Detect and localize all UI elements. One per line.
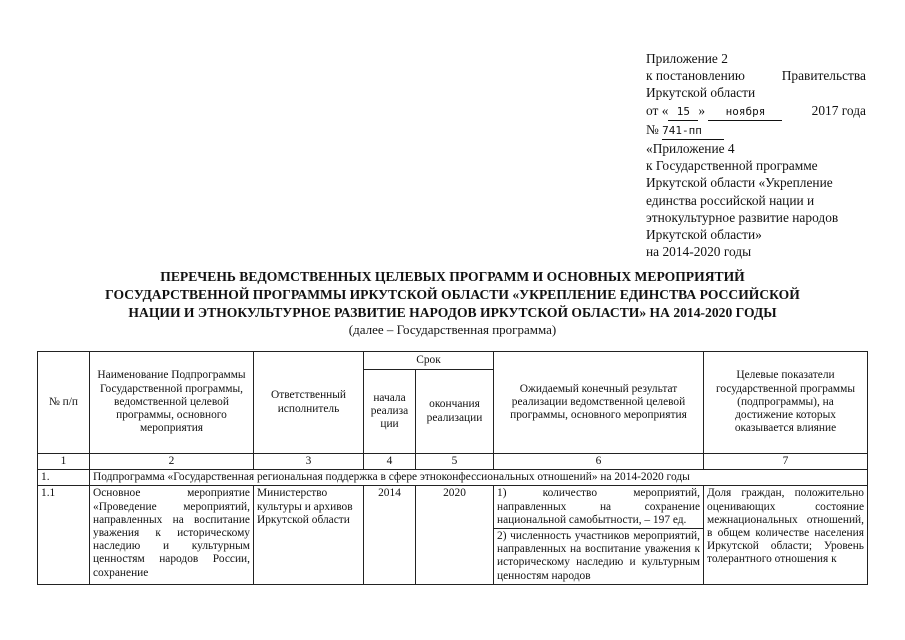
annex-line: «Приложение 4: [646, 141, 735, 157]
title-line-3: НАЦИИ И ЭТНОКУЛЬТУРНОЕ РАЗВИТИЕ НАРОДОВ ИРКУТСКОЙ ОБЛАСТИ» НА 2014-2020 ГОДЫ: [128, 305, 777, 320]
date-day: 15: [668, 103, 698, 121]
document-title: [30, 268, 875, 322]
row-results: [494, 486, 704, 584]
annex-number-line: [646, 121, 866, 140]
row-executor: Министерство культуры и архивов Иркутской области: [254, 486, 364, 584]
row-end: 2020: [416, 486, 494, 584]
annex-resolution-line: [646, 67, 866, 84]
number-prefix: №: [646, 121, 659, 137]
table-row: [38, 486, 868, 584]
date-mid: »: [698, 102, 706, 118]
header-end: окончания реализации: [416, 370, 494, 454]
annex-resolution-right: Правительства: [781, 68, 866, 84]
header-result: Ожидаемый конечный результат реализации ведомственной целевой программы, основного мероприятия: [494, 352, 704, 454]
header-row: [38, 352, 868, 370]
subprogram-row: [38, 470, 868, 486]
col-number: 4: [364, 454, 416, 470]
header-term: Срок: [364, 352, 494, 370]
subprogram-title: Подпрограмма «Государственная региональная поддержка в сфере этноконфессиональных отношений» на 2014-2020 годы: [90, 470, 868, 486]
header-name: Наименование Подпрограммы Государственной программы, ведомственной целевой программы, основного мероприятия: [90, 352, 254, 454]
annex-block: [646, 50, 866, 260]
title-line-2: ГОСУДАРСТВЕННОЙ ПРОГРАММЫ ИРКУТСКОЙ ОБЛАСТИ «УКРЕПЛЕНИЕ ЕДИНСТВА РОССИЙСКОЙ: [105, 287, 800, 302]
col-number: 6: [494, 454, 704, 470]
row-name: Основное мероприятие «Проведение мероприятий, направленных на воспитание уважения к историческому наследию и культурным ценностям народов России, сохранение: [90, 486, 254, 584]
header-start: начала реализа ции: [364, 370, 416, 454]
header-num: № п/п: [38, 352, 90, 454]
annex-resolution-left: к постановлению: [646, 68, 745, 84]
annex-line: единства российской нации и: [646, 192, 815, 208]
date-year: 2017 года: [811, 102, 866, 118]
date-prefix: от «: [646, 102, 669, 118]
number-value: 741-пп: [662, 122, 724, 140]
annex-date-line: [646, 102, 866, 121]
column-numbers-row: [38, 454, 868, 470]
annex-title: Приложение 2: [646, 51, 728, 66]
col-number: 1: [38, 454, 90, 470]
annex-line: на 2014-2020 годы: [646, 244, 752, 260]
row-targets: Доля граждан, положительно оценивающих состояние межнациональных отношений, в общем количестве населения Иркутской области; Уровень толерантного отношения к: [704, 486, 868, 584]
annex-region: Иркутской области: [646, 85, 756, 101]
header-targets: Целевые показатели государственной программы (подпрограммы), на достижение которых оказывается влияние: [704, 352, 868, 454]
result-item: 1) количество мероприятий, направленных на сохранение национальной самобытности, – 197 ед.: [494, 486, 703, 529]
annex-line: к Государственной программе: [646, 158, 818, 174]
col-number: 5: [416, 454, 494, 470]
col-number: 3: [254, 454, 364, 470]
date-month: ноября: [708, 103, 782, 121]
row-num: 1.1: [38, 486, 90, 584]
header-executor: Ответственный исполнитель: [254, 352, 364, 454]
programs-table: [37, 351, 868, 585]
row-start: 2014: [364, 486, 416, 584]
annex-date: [646, 102, 782, 121]
annex-line: Иркутской области «Укрепление: [646, 175, 833, 191]
col-number: 2: [90, 454, 254, 470]
document-subtitle: (далее – Государственная программа): [348, 322, 557, 337]
annex-line: этнокультурное развитие народов: [646, 209, 839, 225]
result-item: 2) численность участников мероприятий, направленных на воспитание уважения к историческому наследию и культурным ценностям народов: [497, 530, 700, 582]
subprogram-num: 1.: [38, 470, 90, 486]
col-number: 7: [704, 454, 868, 470]
annex-line: Иркутской области»: [646, 227, 762, 243]
title-line-1: ПЕРЕЧЕНЬ ВЕДОМСТВЕННЫХ ЦЕЛЕВЫХ ПРОГРАММ И ОСНОВНЫХ МЕРОПРИЯТИЙ: [160, 269, 745, 284]
